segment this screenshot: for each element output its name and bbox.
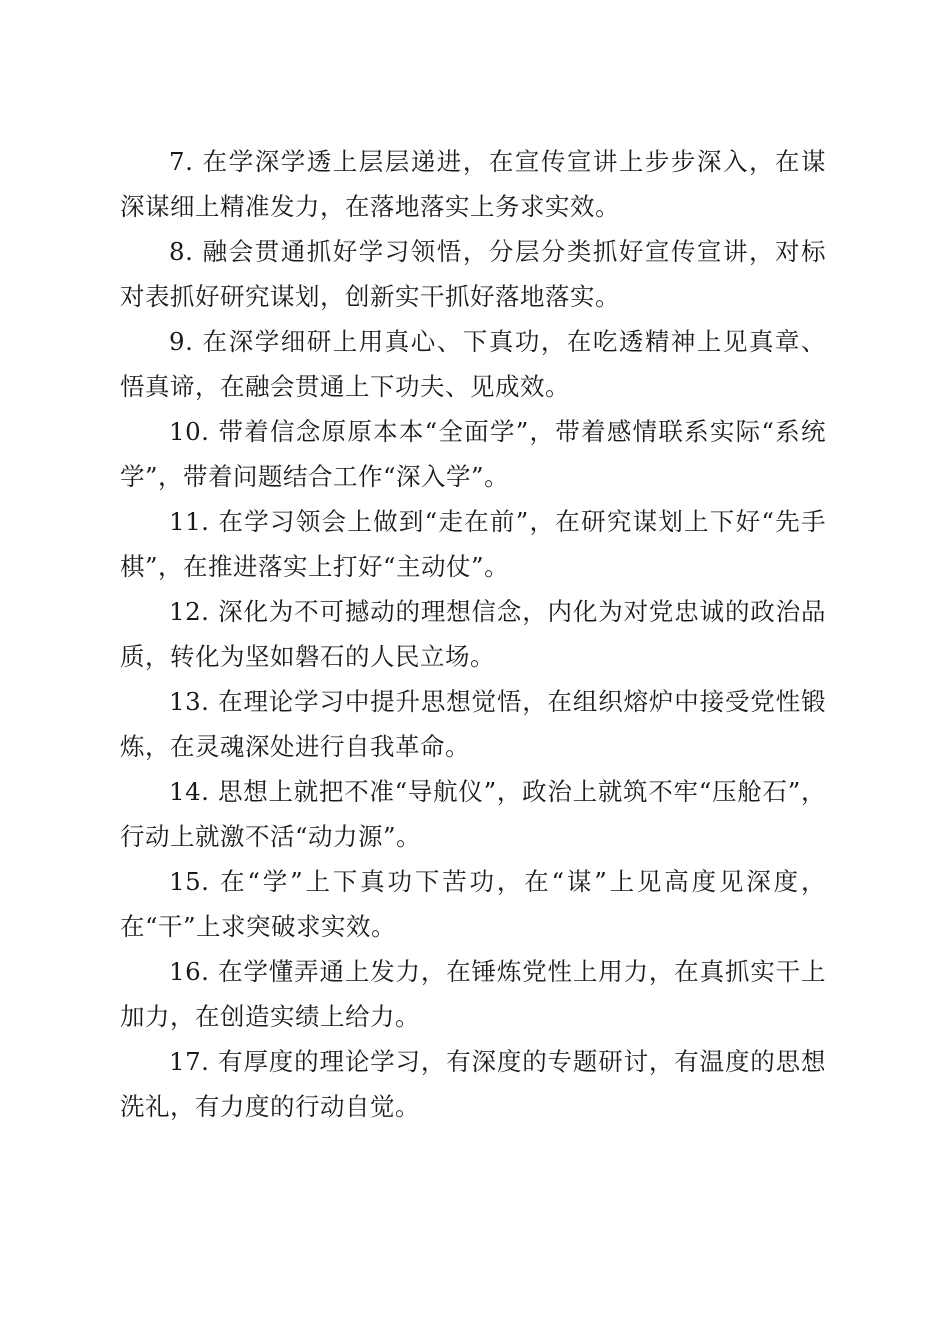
paragraph-14: 14. 思想上就把不准“导航仪”，政治上就筑不牢“压舱石”，行动上就激不活“动力源”。 [120,777,826,851]
paragraph-10: 10. 带着信念原原本本“全面学”，带着感情联系实际“系统学”，带着问题结合工作“深入学”。 [120,417,826,491]
paragraph-17: 17. 有厚度的理论学习，有深度的专题研讨，有温度的思想洗礼，有力度的行动自觉。 [120,1047,826,1121]
paragraph-11: 11. 在学习领会上做到“走在前”，在研究谋划上下好“先手棋”，在推进落实上打好“主动仗”。 [120,507,826,581]
paragraph-15: 15. 在“学”上下真功下苦功，在“谋”上见高度见深度，在“干”上求突破求实效。 [120,867,826,941]
paragraph-12: 12. 深化为不可撼动的理想信念，内化为对党忠诚的政治品质，转化为坚如磐石的人民立场。 [120,597,826,671]
paragraph-8: 8. 融会贯通抓好学习领悟，分层分类抓好宣传宣讲，对标对表抓好研究谋划，创新实干抓好落地落实。 [120,237,826,311]
document-body [120,139,826,1129]
paragraph-9: 9. 在深学细研上用真心、下真功，在吃透精神上见真章、悟真谛，在融会贯通上下功夫、见成效。 [120,327,826,401]
paragraph-13: 13. 在理论学习中提升思想觉悟，在组织熔炉中接受党性锻炼，在灵魂深处进行自我革命。 [120,687,826,761]
paragraph-7: 7. 在学深学透上层层递进，在宣传宣讲上步步深入，在谋深谋细上精准发力，在落地落实上务求实效。 [120,147,826,221]
paragraph-16: 16. 在学懂弄通上发力，在锤炼党性上用力，在真抓实干上加力，在创造实绩上给力。 [120,957,826,1031]
